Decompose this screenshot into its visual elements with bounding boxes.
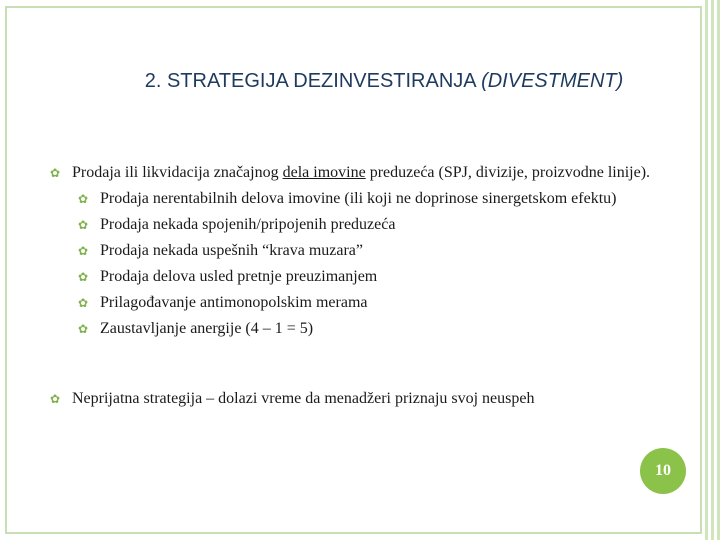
item-text-underlined: dela imovine [282, 164, 366, 181]
title-main: 2. STRATEGIJA DEZINVESTIRANJA [144, 70, 476, 92]
sub-bullet-item [50, 238, 700, 264]
slide-body [50, 160, 700, 412]
page-number-badge: 10 [640, 448, 686, 494]
sub-item-text: Prilagođavanje antimonopolskim merama [100, 294, 368, 311]
item-text: preduzeća (SPJ, divizije, proizvodne linije). [365, 164, 651, 181]
sub-bullet-item [50, 264, 700, 290]
sub-bullet-item [50, 212, 700, 238]
sub-item-text: Prodaja nerentabilnih delova imovine (ili koji ne doprinose sinergetskom efektu) [100, 190, 617, 207]
bullet-item [50, 386, 700, 412]
leaf-bullet-icon: ✿ [78, 218, 89, 232]
sub-item-text: Prodaja nekada uspešnih “krava muzara” [100, 242, 363, 259]
sub-item-text: Zaustavljanje anergije (4 – 1 = 5) [100, 320, 314, 337]
leaf-bullet-icon: ✿ [78, 244, 89, 258]
item-text: Neprijatna strategija – dolazi vreme da menadžeri priznaju svoj neuspeh [72, 390, 535, 407]
sub-item-text: Prodaja delova usled pretnje preuzimanjem [100, 268, 378, 285]
sub-bullet-item [50, 290, 700, 316]
leaf-bullet-icon: ✿ [50, 166, 61, 180]
leaf-bullet-icon: ✿ [50, 392, 61, 406]
title-paren: (DIVESTMENT) [481, 70, 624, 92]
sub-item-text: Prodaja nekada spojenih/pripojenih preduzeća [100, 216, 396, 233]
leaf-bullet-icon: ✿ [78, 192, 89, 206]
spacer [50, 342, 700, 386]
item-text: Prodaja ili likvidacija značajnog [72, 164, 283, 181]
sub-bullet-item [50, 186, 700, 212]
bullet-item [50, 160, 700, 186]
leaf-bullet-icon: ✿ [78, 270, 89, 284]
slide-title [0, 70, 720, 93]
sub-bullet-item [50, 316, 700, 342]
leaf-bullet-icon: ✿ [78, 296, 89, 310]
leaf-bullet-icon: ✿ [78, 322, 89, 336]
